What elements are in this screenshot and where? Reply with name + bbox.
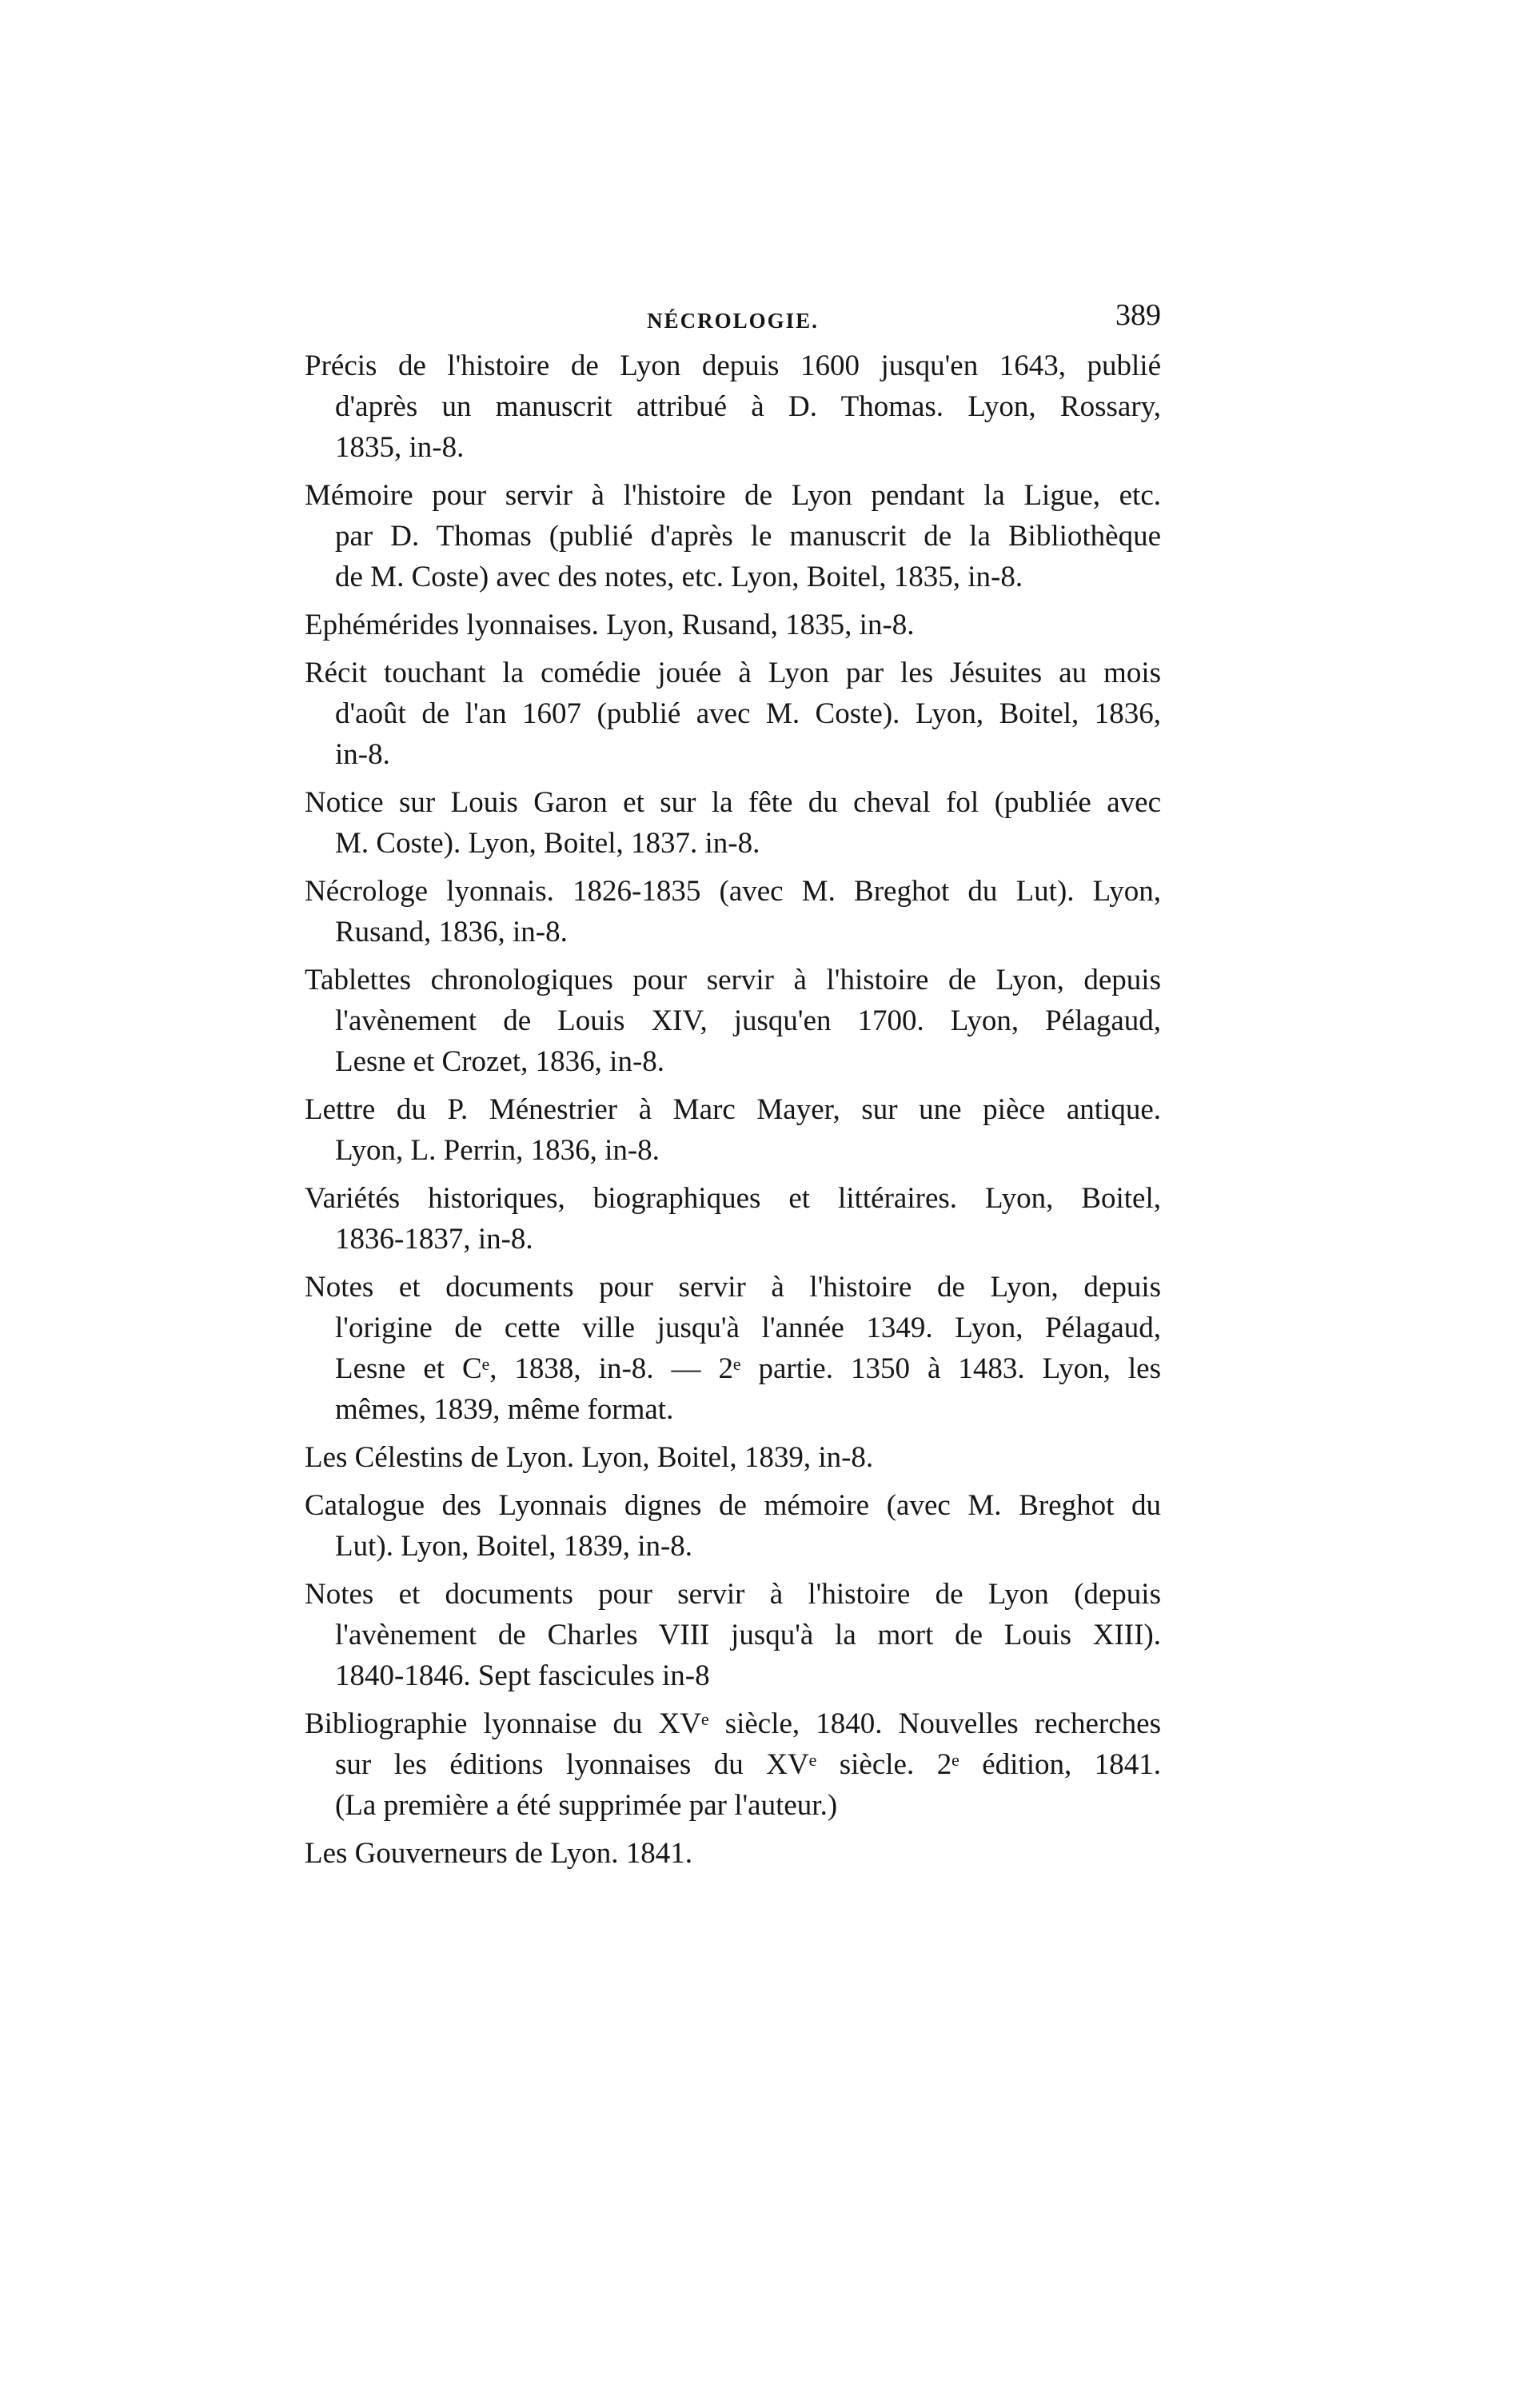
- entry-line: Catalogue des Lyonnais dignes de mémoire (avec M. Breghot du: [305, 1489, 1161, 1522]
- entry-line: Lesne et Cᵉ, 1838, in-8. — 2ᵉ partie. 1350 à 1483. Lyon, les: [335, 1352, 1161, 1385]
- bibliography-entry: [305, 653, 1161, 775]
- bibliography-entry: [305, 345, 1161, 468]
- bibliography-entry: [305, 1267, 1161, 1430]
- entry-line: par D. Thomas (publié d'après le manuscrit de la Bibliothèque: [335, 520, 1161, 553]
- entry-line: Bibliographie lyonnaise du XVᵉ siècle, 1840. Nouvelles recherches: [305, 1707, 1161, 1740]
- bibliography-entry: [305, 1178, 1161, 1260]
- running-title: NÉCROLOGIE.: [647, 309, 819, 333]
- bibliography-entry: [305, 960, 1161, 1082]
- bibliography-entry: [305, 1833, 1161, 1874]
- entry-line: Les Célestins de Lyon. Lyon, Boitel, 1839, in-8.: [305, 1441, 874, 1474]
- bibliography-entry: [305, 1437, 1161, 1478]
- entry-line: in-8.: [335, 738, 390, 771]
- bibliography-entry: [305, 1703, 1161, 1826]
- entry-line: l'avènement de Louis XIV, jusqu'en 1700. Lyon, Pélagaud,: [335, 1004, 1161, 1037]
- entry-line: Notice sur Louis Garon et sur la fête du cheval fol (publiée avec: [305, 786, 1161, 819]
- entry-line: Variétés historiques, biographiques et littéraires. Lyon, Boitel,: [305, 1182, 1161, 1215]
- bibliography-entry: [305, 605, 1161, 645]
- entry-line: Rusand, 1836, in-8.: [335, 916, 568, 948]
- entry-line: 1840-1846. Sept fascicules in-8: [335, 1659, 710, 1692]
- entry-line: 1836-1837, in-8.: [335, 1223, 533, 1256]
- entry-line: M. Coste). Lyon, Boitel, 1837. in-8.: [335, 827, 760, 860]
- entry-line: Les Gouverneurs de Lyon. 1841.: [305, 1837, 693, 1870]
- entry-line: Ephémérides lyonnaises. Lyon, Rusand, 1835, in-8.: [305, 609, 915, 641]
- bibliography-entry: [305, 1574, 1161, 1696]
- entry-line: sur les éditions lyonnaises du XVᵉ siècle. 2ᵉ édition, 1841.: [335, 1748, 1161, 1781]
- entry-line: Tablettes chronologiques pour servir à l'histoire de Lyon, depuis: [305, 964, 1161, 996]
- entry-line: l'avènement de Charles VIII jusqu'à la mort de Louis XIII).: [335, 1619, 1161, 1651]
- entry-line: Précis de l'histoire de Lyon depuis 1600 jusqu'en 1643, publié: [305, 349, 1161, 382]
- bibliography-entry: [305, 475, 1161, 597]
- bibliography-entry: [305, 871, 1161, 952]
- entry-line: 1835, in-8.: [335, 431, 465, 464]
- bibliography-entry: [305, 782, 1161, 864]
- entry-line: Lyon, L. Perrin, 1836, in-8.: [335, 1134, 660, 1167]
- entry-line: l'origine de cette ville jusqu'à l'année 1349. Lyon, Pélagaud,: [335, 1312, 1161, 1344]
- page-number: 389: [1115, 298, 1161, 332]
- entry-line: Mémoire pour servir à l'histoire de Lyon pendant la Ligue, etc.: [305, 479, 1161, 512]
- entry-line: d'août de l'an 1607 (publié avec M. Coste). Lyon, Boitel, 1836,: [335, 697, 1161, 730]
- entry-line: de M. Coste) avec des notes, etc. Lyon, Boitel, 1835, in-8.: [335, 561, 1023, 593]
- entry-line: Lesne et Crozet, 1836, in-8.: [335, 1045, 665, 1078]
- entry-line: Nécrologe lyonnais. 1826-1835 (avec M. Breghot du Lut). Lyon,: [305, 875, 1161, 908]
- entry-line: (La première a été supprimée par l'auteur.): [335, 1789, 838, 1822]
- entry-line: mêmes, 1839, même format.: [335, 1393, 674, 1426]
- entry-line: Lettre du P. Ménestrier à Marc Mayer, sur une pièce antique.: [305, 1093, 1161, 1126]
- entry-line: Notes et documents pour servir à l'histoire de Lyon, depuis: [305, 1271, 1161, 1304]
- bibliography-entry: [305, 1089, 1161, 1171]
- page-header: [305, 298, 1161, 337]
- bibliography-entry: [305, 1485, 1161, 1567]
- entry-line: Lut). Lyon, Boitel, 1839, in-8.: [335, 1530, 693, 1563]
- bibliography-list: [305, 345, 1161, 1881]
- entry-line: Notes et documents pour servir à l'histoire de Lyon (depuis: [305, 1578, 1161, 1611]
- entry-line: Récit touchant la comédie jouée à Lyon par les Jésuites au mois: [305, 657, 1161, 689]
- entry-line: d'après un manuscrit attribué à D. Thomas. Lyon, Rossary,: [335, 390, 1161, 423]
